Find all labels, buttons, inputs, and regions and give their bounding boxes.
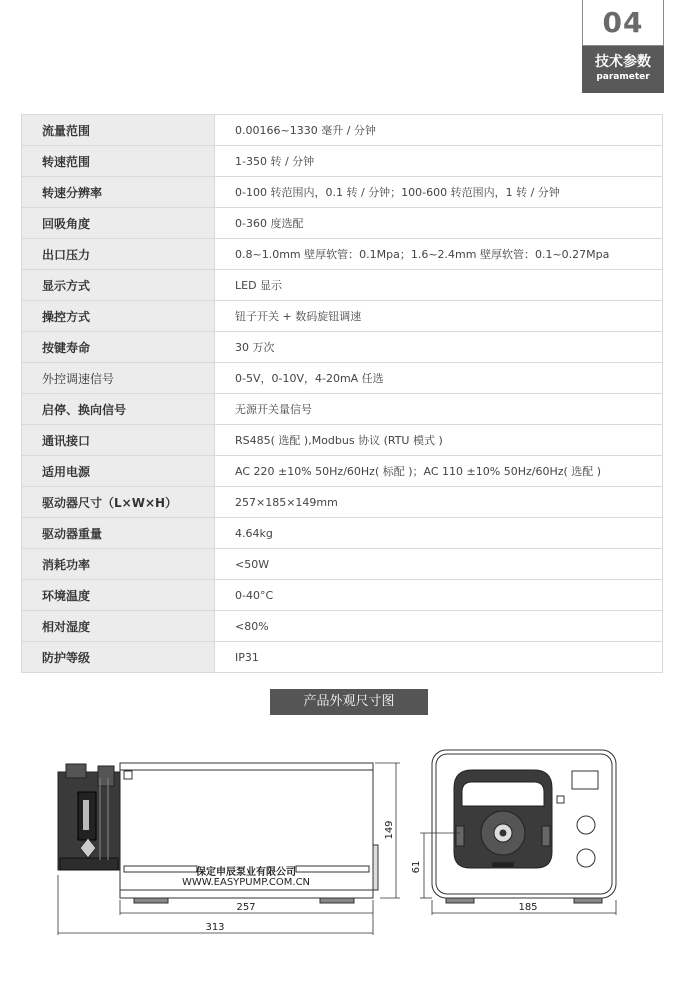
spec-value: <80%: [215, 611, 663, 642]
display-window: [572, 771, 598, 789]
table-row: [22, 611, 663, 642]
spec-label: 操控方式: [22, 301, 215, 332]
table-row: [22, 270, 663, 301]
section-badge: [582, 0, 664, 93]
spec-label: 消耗功率: [22, 549, 215, 580]
spec-value: <50W: [215, 549, 663, 580]
spec-label: 适用电源: [22, 456, 215, 487]
table-row: [22, 642, 663, 673]
spec-label: 环境温度: [22, 580, 215, 611]
section-title: 技术参数: [595, 54, 651, 70]
section-subtitle: parameter: [596, 72, 650, 82]
company-website: WWW.EASYPUMP.COM.CN: [181, 877, 311, 888]
table-row: [22, 177, 663, 208]
knob: [577, 816, 595, 834]
spec-label: 显示方式: [22, 270, 215, 301]
spec-value: 30 万次: [215, 332, 663, 363]
spec-label: 外控调速信号: [22, 363, 215, 394]
dimension-drawing: [0, 730, 684, 945]
table-row: [22, 580, 663, 611]
spec-value: 1-350 转 / 分钟: [215, 146, 663, 177]
knob: [577, 849, 595, 867]
dim-label-313: 313: [205, 922, 225, 933]
spec-value: AC 220 ±10% 50Hz/60Hz( 标配 )；AC 110 ±10% 50Hz/60Hz( 选配 ): [215, 456, 663, 487]
spec-label: 通讯接口: [22, 425, 215, 456]
spec-label: 转速范围: [22, 146, 215, 177]
spec-value: 钮子开关 + 数码旋钮调速: [215, 301, 663, 332]
spec-value: 无源开关量信号: [215, 394, 663, 425]
spec-value: 0-5V，0-10V，4-20mA 任选: [215, 363, 663, 394]
table-row: [22, 301, 663, 332]
spec-value: 4.64kg: [215, 518, 663, 549]
pump-head-front: [454, 770, 552, 868]
pump-head-side: [58, 764, 120, 870]
spec-label: 出口压力: [22, 239, 215, 270]
table-row: [22, 208, 663, 239]
spec-value: LED 显示: [215, 270, 663, 301]
spec-label: 驱动器尺寸（L×W×H）: [22, 487, 215, 518]
spec-label: 驱动器重量: [22, 518, 215, 549]
spec-value: RS485( 选配 ),Modbus 协议 (RTU 模式 ): [215, 425, 663, 456]
table-row: [22, 518, 663, 549]
table-row: [22, 394, 663, 425]
dim-label-185: 185: [518, 902, 538, 913]
table-row: [22, 487, 663, 518]
table-row: [22, 456, 663, 487]
spec-value: 0-360 度选配: [215, 208, 663, 239]
dim-label-61: 61: [411, 860, 422, 874]
dim-label-149: 149: [384, 820, 395, 840]
spec-label: 按键寿命: [22, 332, 215, 363]
spec-label: 流量范围: [22, 115, 215, 146]
spec-label: 防护等级: [22, 642, 215, 673]
table-row: [22, 425, 663, 456]
spec-value: 0.00166~1330 毫升 / 分钟: [215, 115, 663, 146]
spec-value: 0-40°C: [215, 580, 663, 611]
spec-label: 启停、换向信号: [22, 394, 215, 425]
table-row: [22, 115, 663, 146]
table-row: [22, 146, 663, 177]
spec-value: 257×185×149mm: [215, 487, 663, 518]
spec-value: 0.8~1.0mm 壁厚软管：0.1Mpa；1.6~2.4mm 壁厚软管：0.1~0.27Mpa: [215, 239, 663, 270]
spec-label: 转速分辨率: [22, 177, 215, 208]
front-view: [432, 750, 616, 903]
section-label-box: [582, 46, 664, 93]
table-row: [22, 363, 663, 394]
company-name: 保定申辰泵业有限公司: [196, 867, 296, 878]
section-number: 04: [582, 0, 664, 46]
spec-table: [21, 114, 663, 673]
foot: [134, 898, 168, 903]
table-row: [22, 332, 663, 363]
spec-label: 相对湿度: [22, 611, 215, 642]
spec-value: IP31: [215, 642, 663, 673]
table-row: [22, 239, 663, 270]
table-row: [22, 549, 663, 580]
dimension-section-title: 产品外观尺寸图: [270, 689, 428, 715]
dim-label-257: 257: [236, 902, 256, 913]
spec-label: 回吸角度: [22, 208, 215, 239]
spec-value: 0-100 转范围内，0.1 转 / 分钟；100-600 转范围内，1 转 / 分钟: [215, 177, 663, 208]
foot: [320, 898, 354, 903]
